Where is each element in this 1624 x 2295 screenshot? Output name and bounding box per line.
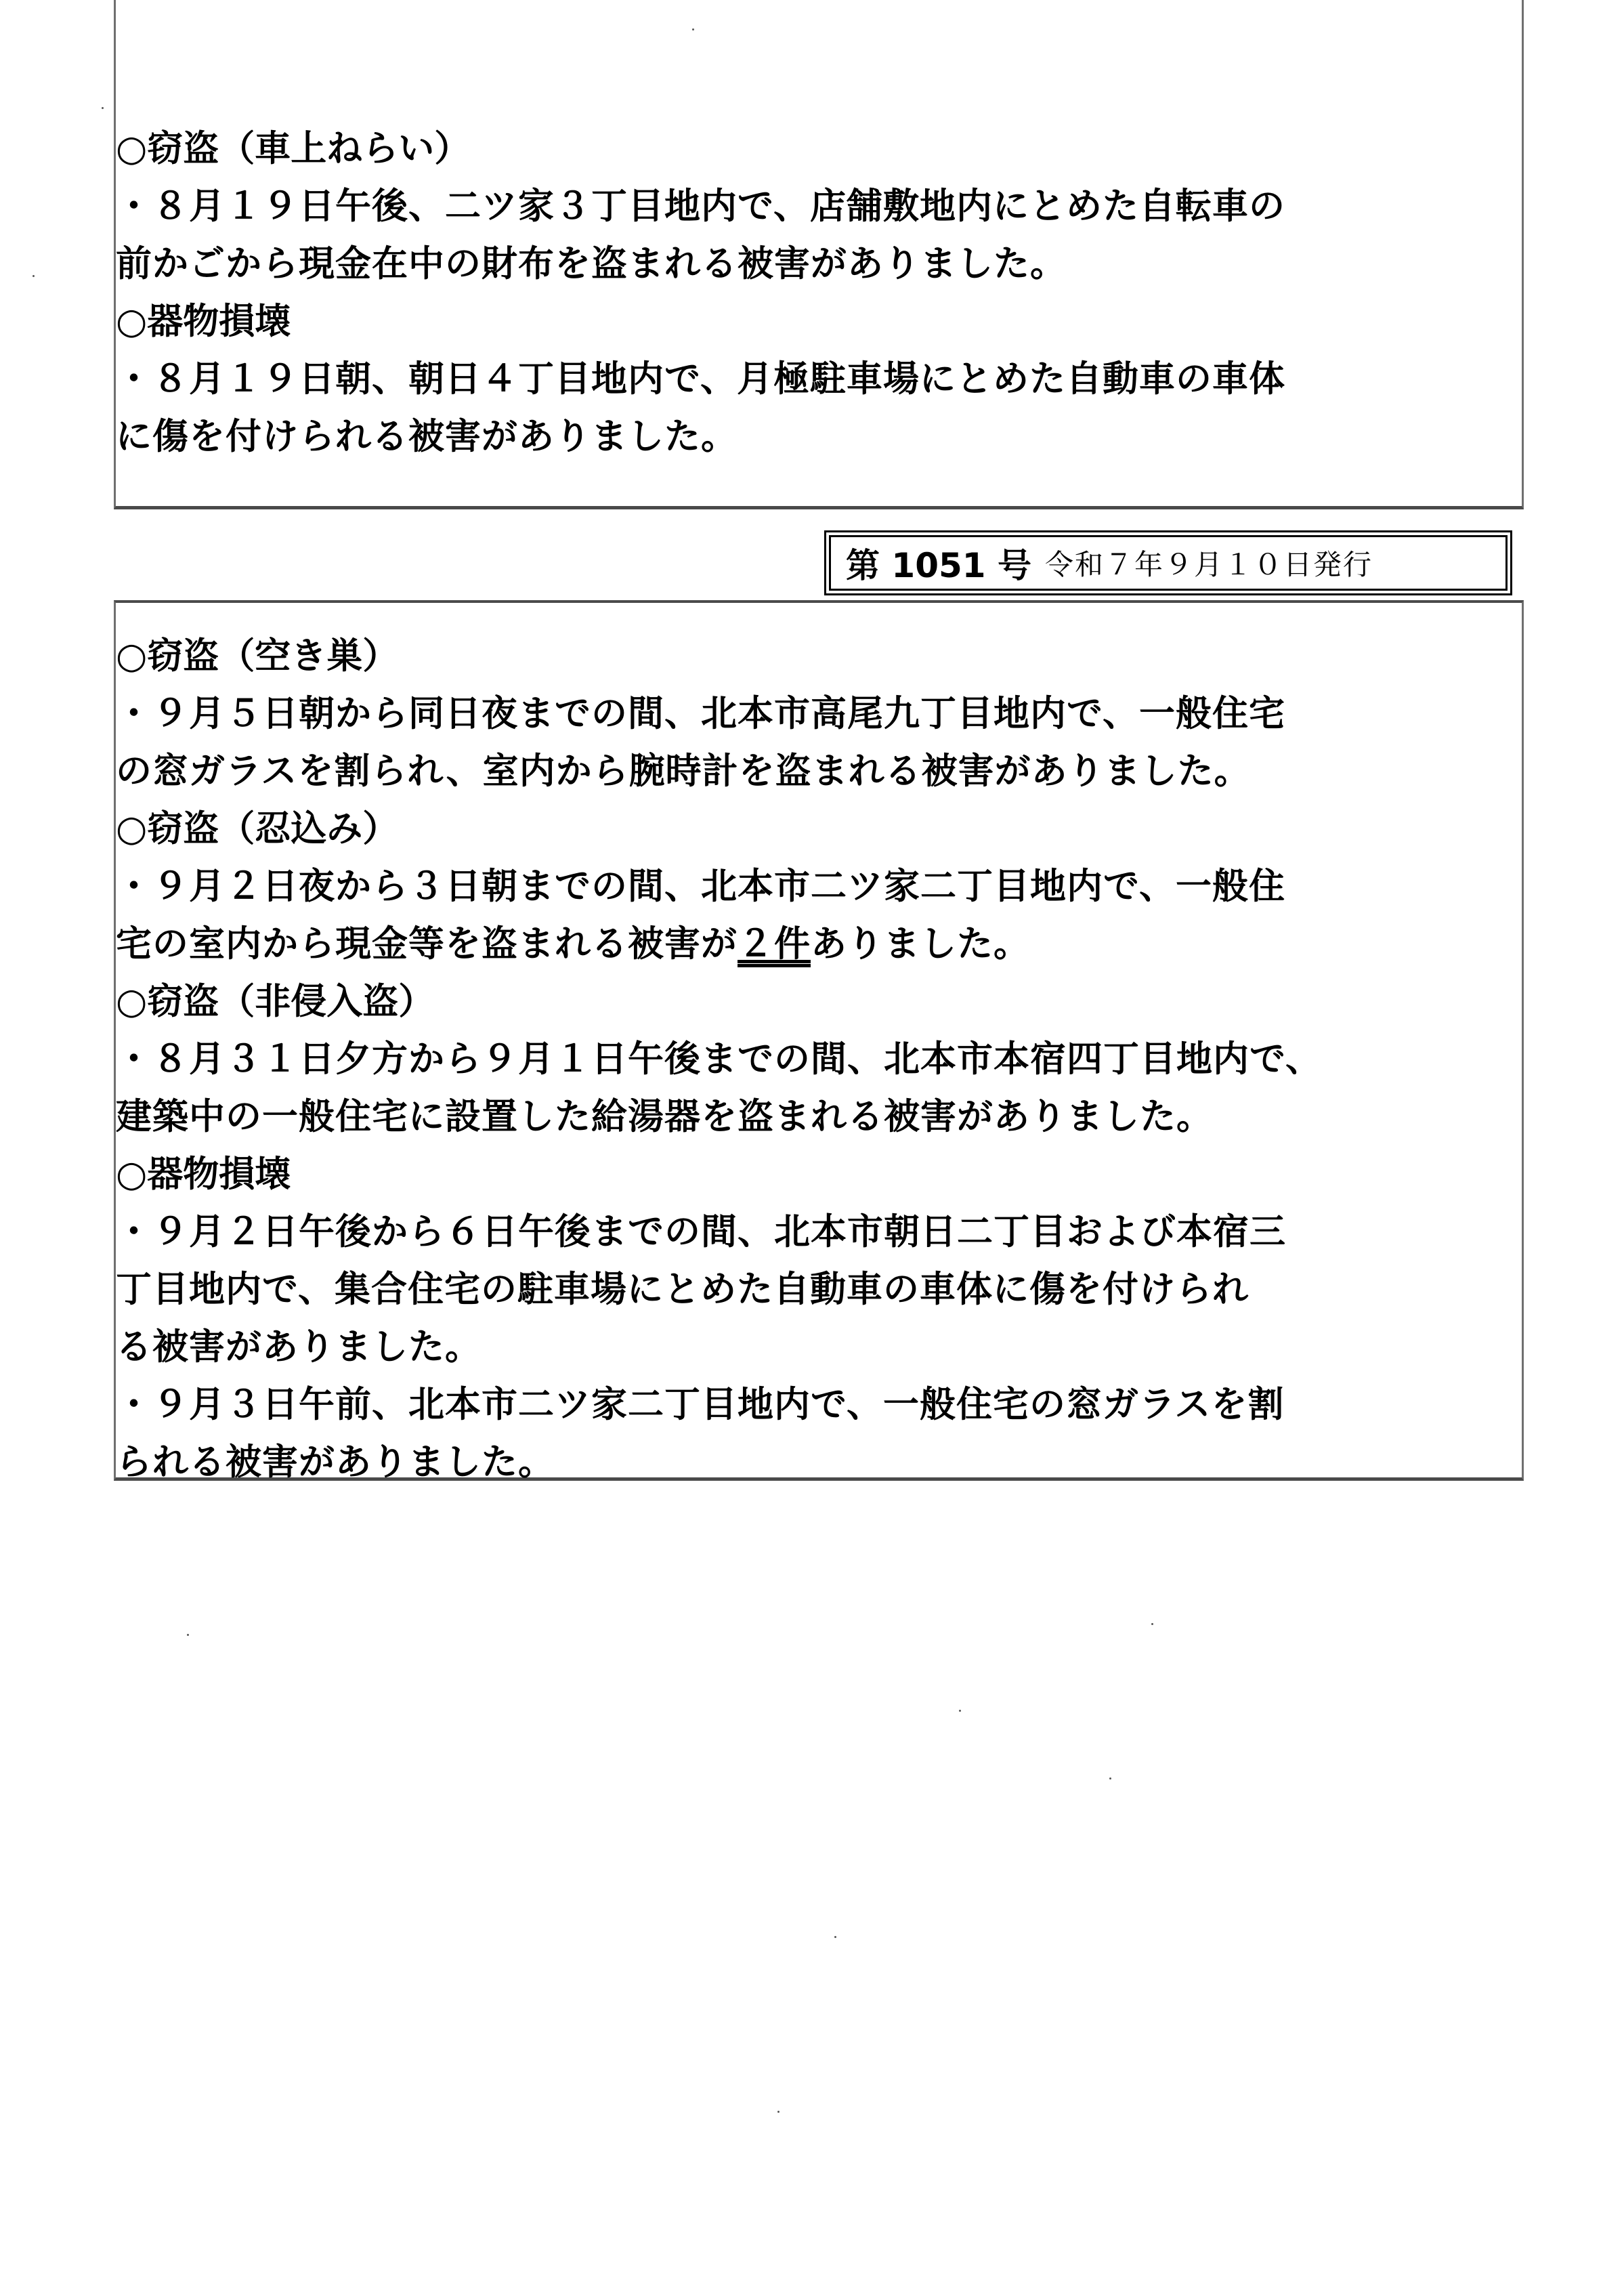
heading-theft-non-intrusion: ○窃盗（非侵入盗） (116, 981, 435, 1022)
incident-line: る被害がありました。 (116, 1326, 482, 1368)
incident-count: ２件 (738, 923, 811, 965)
heading-property-damage: ○器物損壊 (116, 301, 291, 342)
incident-line: の窓ガラスを割られ、室内から腕時計を盗まれる被害がありました。 (116, 751, 1251, 792)
scan-speck (1109, 1777, 1111, 1780)
incident-line: られる被害がありました。 (116, 1441, 555, 1483)
incident-line: ・８月１９日午後、二ツ家３丁目地内で、店舗敷地内にとめた自転車の (116, 186, 1285, 227)
incident-line: 前かごから現金在中の財布を盗まれる被害がありました。 (116, 243, 1067, 285)
scan-speck (33, 275, 35, 277)
heading-property-damage: ○器物損壊 (116, 1154, 291, 1195)
incident-line: ・８月１９日朝、朝日４丁目地内で、月極駐車場にとめた自動車の車体 (116, 358, 1285, 400)
scan-speck (187, 1634, 189, 1636)
incident-line: ・９月３日午前、北本市二ツ家二丁目地内で、一般住宅の窓ガラスを割 (116, 1384, 1285, 1425)
issue-number: 第 1051 号 (846, 546, 1031, 585)
incident-line: ・９月５日朝から同日夜までの間、北本市高尾九丁目地内で、一般住宅 (116, 693, 1285, 734)
issue-header (829, 535, 1508, 591)
incident-line (116, 921, 1030, 968)
heading-theft-burglary: ○窃盗（空き巣） (116, 635, 399, 677)
incident-line: に傷を付けられる被害がありました。 (116, 416, 738, 457)
scan-speck (834, 1936, 836, 1938)
incident-text: 宅の室内から現金等を盗まれる被害が (116, 923, 738, 965)
heading-theft-night-burglary: ○窃盗（忍込み） (116, 808, 399, 849)
scan-speck (102, 107, 104, 109)
incident-line: ・９月２日午後から６日午後までの間、北本市朝日二丁目および本宿三 (116, 1211, 1286, 1252)
incident-line: 丁目地内で、集合住宅の駐車場にとめた自動車の車体に傷を付けられ (116, 1269, 1249, 1310)
incident-line: ・９月２日夜から３日朝までの間、北本市二ツ家二丁目地内で、一般住 (116, 866, 1285, 907)
heading-theft-vehicle: ○窃盗（車上ねらい） (116, 128, 471, 169)
incident-text: ありました。 (811, 923, 1030, 965)
scan-speck (777, 2111, 779, 2113)
incident-line: 建築中の一般住宅に設置した給湯器を盗まれる被害がありました。 (116, 1096, 1213, 1137)
scan-speck (692, 28, 694, 30)
notice-box-previous (114, 0, 1524, 509)
issue-date: 令和７年９月１０日発行 (1044, 548, 1373, 581)
scan-speck (959, 1710, 961, 1712)
incident-line: ・８月３１日夕方から９月１日午後までの間、北本市本宿四丁目地内で、 (116, 1038, 1322, 1080)
notice-box-current (114, 600, 1524, 1481)
scan-speck (1151, 1623, 1153, 1625)
